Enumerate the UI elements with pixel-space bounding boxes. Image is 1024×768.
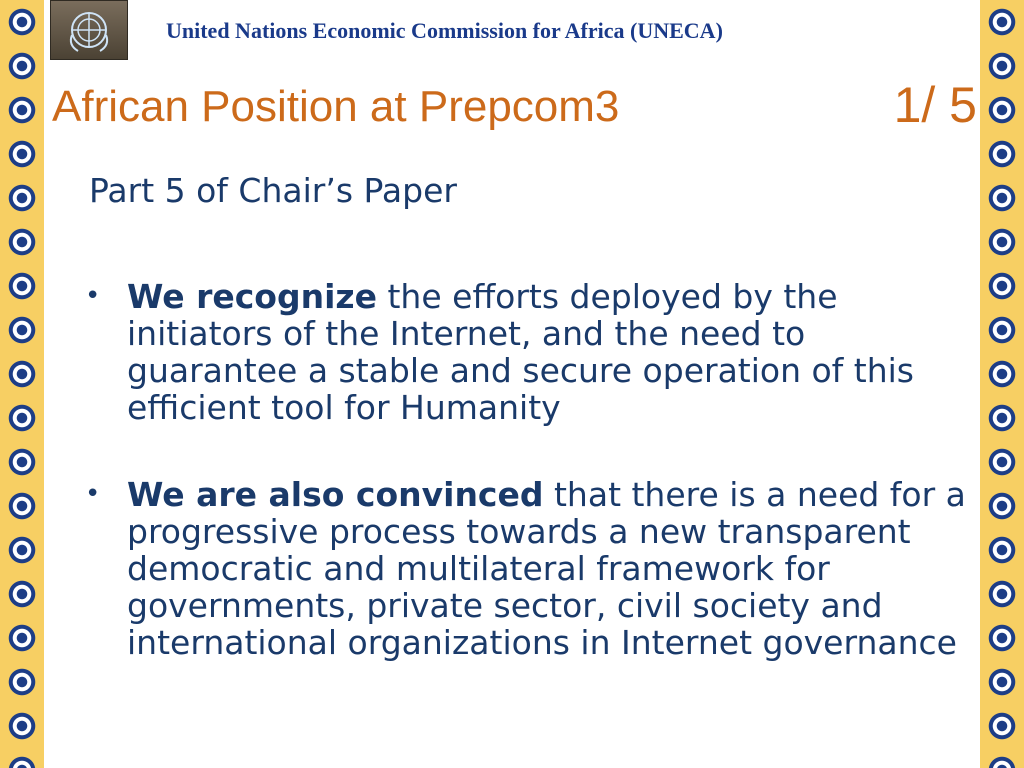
bullet-lead-text: We recognize: [127, 277, 377, 316]
organization-header: United Nations Economic Commission for Africa (UNECA): [166, 18, 723, 43]
page-indicator: 1/ 5: [893, 77, 977, 133]
bullet-lead-text: We are also convinced: [127, 475, 544, 514]
bullet-item: [85, 476, 985, 661]
bullet-list: [85, 278, 985, 711]
un-emblem-graphic: [64, 5, 114, 55]
bullet-marker: •: [85, 281, 101, 311]
right-decorative-border: [980, 0, 1024, 768]
slide-subtitle: Part 5 of Chair’s Paper: [89, 171, 457, 210]
bullet-item: [85, 278, 985, 426]
left-decorative-border: [0, 0, 44, 768]
slide-title-text: African Position at Prepcom3: [52, 82, 620, 131]
bullet-body-text: the efforts deployed by the initiators of the Internet, and the need to guarantee a stable and secure operation of this efficient tool for Humanity: [127, 277, 915, 427]
slide-title: [52, 77, 977, 144]
bullet-body-text: that there is a need for a progressive process towards a new transparent democratic and multilateral framework for governments, private sector, civil society and international organizations in Internet governance: [127, 475, 966, 662]
bullet-marker: •: [85, 479, 101, 509]
un-emblem-icon: [50, 0, 128, 60]
